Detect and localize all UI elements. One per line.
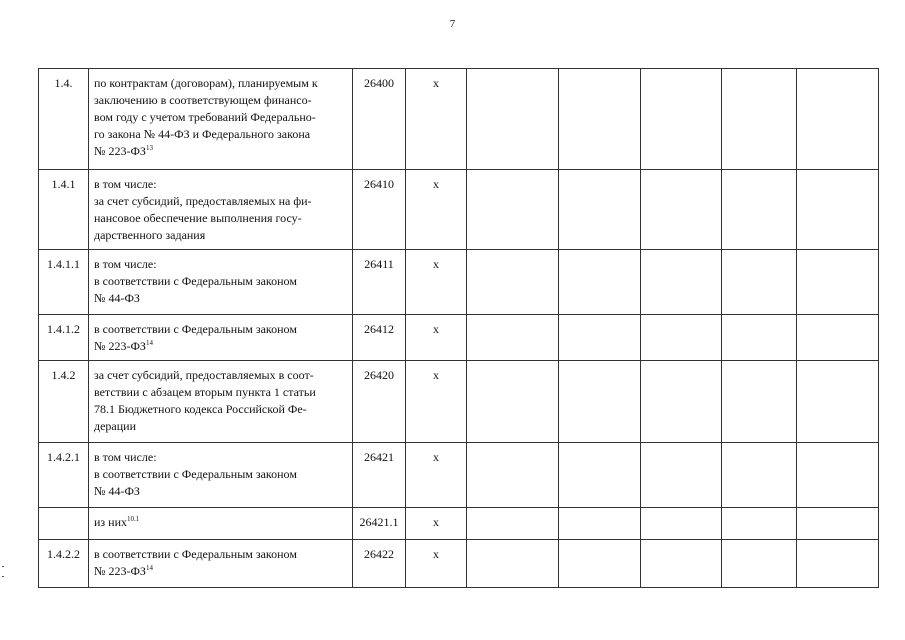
row-code: 26422 — [353, 540, 406, 588]
description-line — [94, 563, 347, 580]
empty-cell — [467, 361, 559, 443]
empty-cell — [641, 69, 722, 170]
empty-cell — [641, 361, 722, 443]
row-number: 1.4.2.2 — [39, 540, 89, 588]
empty-cell — [467, 508, 559, 540]
row-description — [89, 69, 353, 170]
margin-mark — [2, 576, 4, 577]
empty-cell — [641, 315, 722, 361]
row-number: 1.4.2.1 — [39, 443, 89, 508]
row-code: 26412 — [353, 315, 406, 361]
row-mark: х — [406, 315, 467, 361]
row-description — [89, 361, 353, 443]
row-number: 1.4.1.2 — [39, 315, 89, 361]
description-last-line: № 223-ФЗ — [94, 564, 146, 578]
budget-table — [38, 68, 879, 588]
description-line: за счет субсидий, предоставляемых в соот- — [94, 368, 314, 382]
empty-cell — [722, 443, 797, 508]
empty-cell — [722, 315, 797, 361]
empty-cell — [467, 540, 559, 588]
description-line: дарственного задания — [94, 228, 206, 242]
margin-mark — [2, 566, 4, 567]
empty-cell — [467, 443, 559, 508]
description-line: в соответствии с Федеральным законом — [94, 547, 297, 561]
empty-cell — [641, 250, 722, 315]
empty-cell — [467, 250, 559, 315]
row-mark: х — [406, 508, 467, 540]
description-line: № 44-ФЗ — [94, 291, 140, 305]
table-row — [39, 69, 879, 170]
empty-cell — [559, 443, 641, 508]
description-line: № 44-ФЗ — [94, 484, 140, 498]
empty-cell — [559, 361, 641, 443]
empty-cell — [722, 250, 797, 315]
empty-cell — [641, 443, 722, 508]
description-last-line: № 223-ФЗ — [94, 144, 146, 158]
table-row — [39, 443, 879, 508]
row-mark: х — [406, 361, 467, 443]
row-number: 1.4.1.1 — [39, 250, 89, 315]
empty-cell — [559, 250, 641, 315]
row-description — [89, 250, 353, 315]
row-description — [89, 508, 353, 540]
description-line: в соответствии с Федеральным законом — [94, 322, 297, 336]
row-description — [89, 540, 353, 588]
description-line: дерации — [94, 419, 137, 433]
empty-cell — [797, 361, 879, 443]
row-description — [89, 170, 353, 250]
row-mark: х — [406, 69, 467, 170]
empty-cell — [797, 508, 879, 540]
row-code: 26400 — [353, 69, 406, 170]
table-row — [39, 170, 879, 250]
empty-cell — [559, 508, 641, 540]
empty-cell — [559, 69, 641, 170]
description-line: в том числе: — [94, 177, 157, 191]
description-line: в соответствии с Федеральным законом — [94, 274, 297, 288]
row-number: 1.4.1 — [39, 170, 89, 250]
footnote-ref: 13 — [145, 144, 153, 152]
empty-cell — [467, 315, 559, 361]
description-line: нансовое обеспечение выполнения госу- — [94, 211, 302, 225]
description-line: заключению в соответствующем финансо- — [94, 93, 312, 107]
description-last-line: № 223-ФЗ — [94, 339, 146, 353]
row-mark: х — [406, 170, 467, 250]
description-line: в том числе: — [94, 257, 157, 271]
row-code: 26410 — [353, 170, 406, 250]
page-number: 7 — [449, 18, 456, 30]
table-row — [39, 540, 879, 588]
empty-cell — [722, 170, 797, 250]
description-line: за счет субсидий, предоставляемых на фи- — [94, 194, 312, 208]
empty-cell — [559, 170, 641, 250]
description-line: вом году с учетом требований Федерально- — [94, 110, 316, 124]
description-line — [94, 514, 347, 531]
description-line: в соответствии с Федеральным законом — [94, 467, 297, 481]
row-code: 26411 — [353, 250, 406, 315]
empty-cell — [722, 69, 797, 170]
empty-cell — [797, 69, 879, 170]
row-mark: х — [406, 540, 467, 588]
empty-cell — [641, 540, 722, 588]
table-row — [39, 315, 879, 361]
row-code: 26420 — [353, 361, 406, 443]
row-description — [89, 443, 353, 508]
description-line — [94, 143, 347, 160]
empty-cell — [559, 315, 641, 361]
empty-cell — [467, 69, 559, 170]
row-mark: х — [406, 443, 467, 508]
empty-cell — [797, 170, 879, 250]
footnote-ref: 14 — [145, 339, 153, 347]
row-code: 26421.1 — [353, 508, 406, 540]
table-row — [39, 361, 879, 443]
empty-cell — [797, 315, 879, 361]
row-mark: х — [406, 250, 467, 315]
description-line: 78.1 Бюджетного кодекса Российской Фе- — [94, 402, 307, 416]
table-body — [39, 69, 879, 588]
table-row — [39, 250, 879, 315]
description-line — [94, 338, 347, 355]
row-description — [89, 315, 353, 361]
footnote-ref: 14 — [145, 564, 153, 572]
description-line: по контрактам (договорам), планируемым к — [94, 76, 318, 90]
empty-cell — [722, 361, 797, 443]
empty-cell — [722, 508, 797, 540]
empty-cell — [467, 170, 559, 250]
table-row — [39, 508, 879, 540]
row-number: 1.4.2 — [39, 361, 89, 443]
empty-cell — [641, 508, 722, 540]
description-line: го закона № 44-ФЗ и Федерального закона — [94, 127, 311, 141]
description-last-line: из них — [94, 515, 128, 529]
row-number: 1.4. — [39, 69, 89, 170]
footnote-ref: 10.1 — [127, 515, 140, 523]
row-code: 26421 — [353, 443, 406, 508]
empty-cell — [797, 540, 879, 588]
empty-cell — [797, 250, 879, 315]
empty-cell — [559, 540, 641, 588]
empty-cell — [722, 540, 797, 588]
empty-cell — [641, 170, 722, 250]
description-line: в том числе: — [94, 450, 157, 464]
empty-cell — [797, 443, 879, 508]
description-line: ветствии с абзацем вторым пункта 1 статьи — [94, 385, 316, 399]
row-number — [39, 508, 89, 540]
